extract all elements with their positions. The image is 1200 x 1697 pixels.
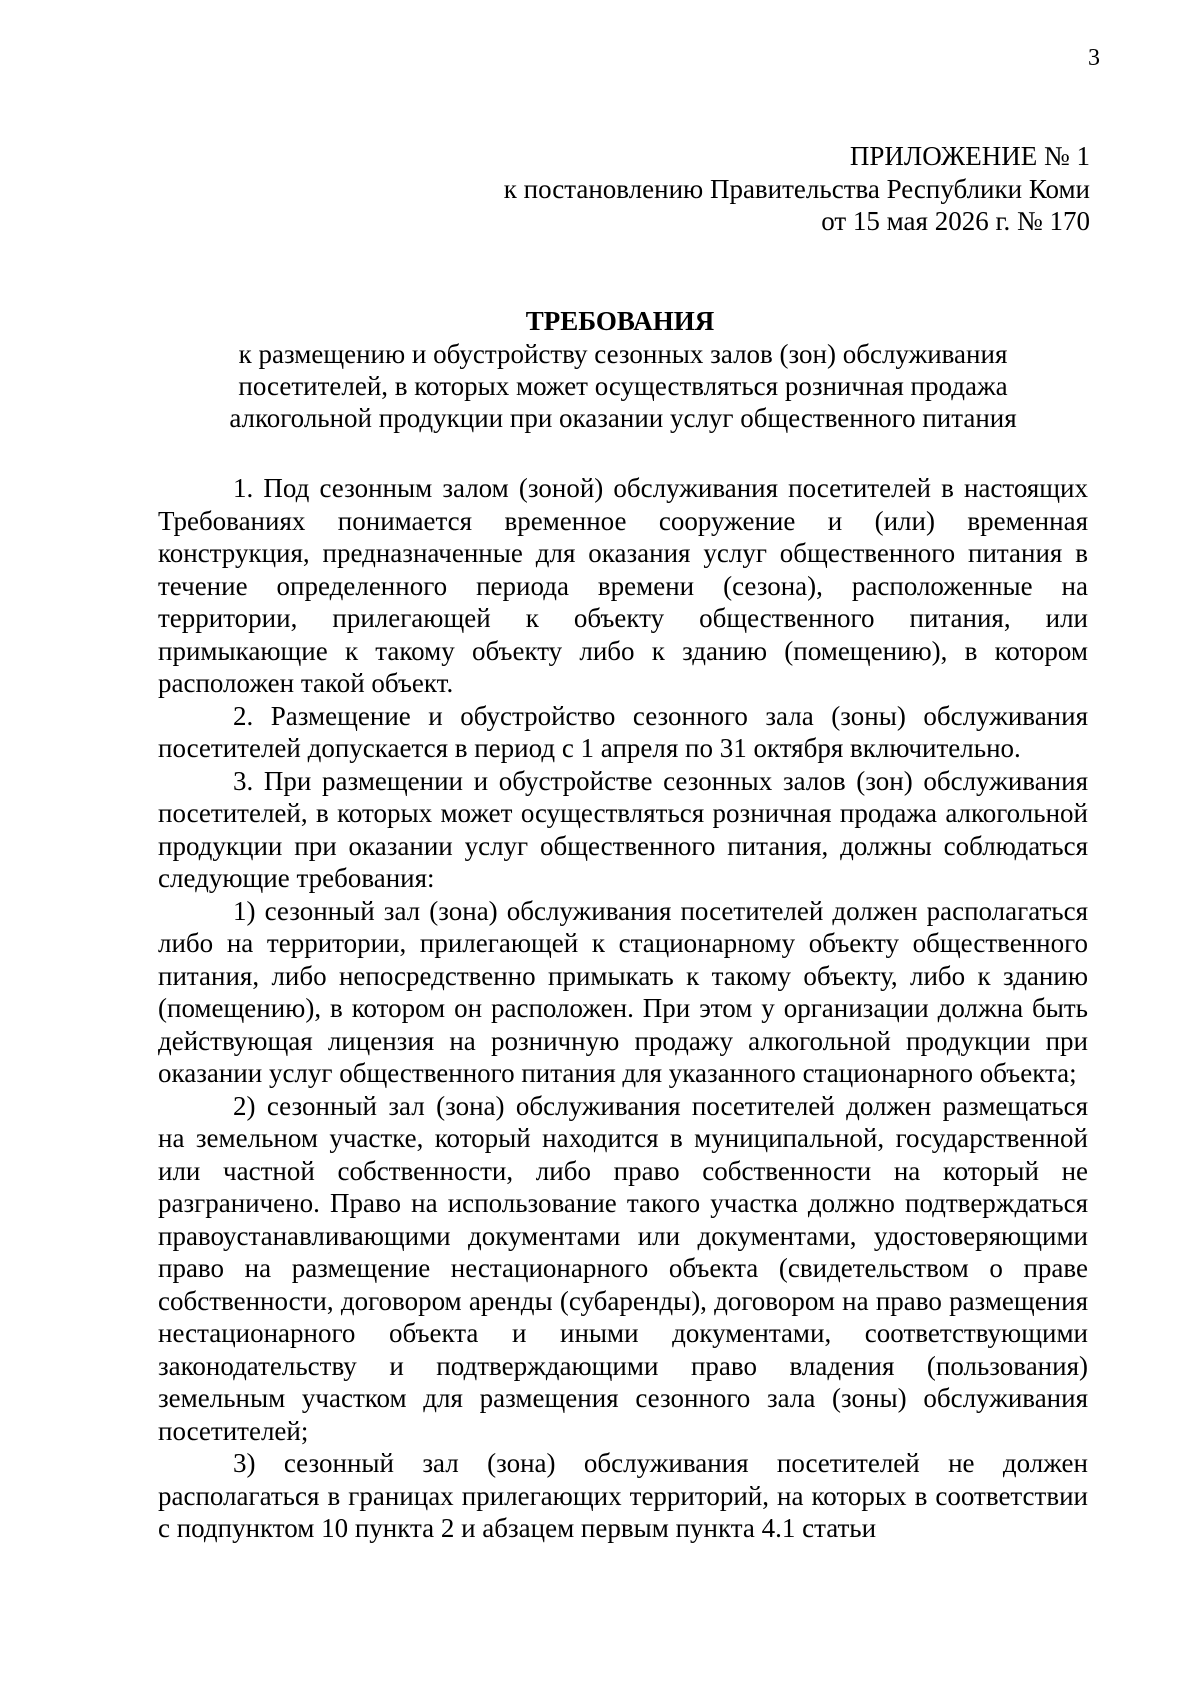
subtitle-line: посетителей, в которых может осуществляться розничная продажа	[238, 371, 1008, 401]
paragraph-3: 3. При размещении и обустройстве сезонных залов (зон) обслуживания посетителей, в которых может осуществляться розничная продажа алкогольной продукции при оказании услуг общественного питания, должны соблюдаться следующие требования:	[158, 765, 1088, 893]
subtitle-line: алкогольной продукции при оказании услуг общественного питания	[229, 403, 1017, 433]
document-body	[158, 472, 1088, 1545]
subtitle-line: к размещению и обустройству сезонных залов (зон) обслуживания	[238, 339, 1008, 369]
paragraph-1: 1. Под сезонным залом (зоной) обслуживания посетителей в настоящих Требованиях понимается временное сооружение и (или) временная конструкция, предназначенные для оказания услуг общественного питания в течение определенного периода времени (сезона), расположенные на территории, прилегающей к объекту общественного питания, или примыкающие к такому объекту либо к зданию (помещению), в котором расположен такой объект.	[158, 473, 1088, 698]
appendix-label: ПРИЛОЖЕНИЕ № 1	[849, 141, 1090, 171]
appendix-header	[390, 140, 1090, 238]
subitem-2: 2) сезонный зал (зона) обслуживания посетителей должен размещаться на земельном участке, который находится в муниципальной, государственной или частной собственности, либо право собственности на который не разграничено. Право на использование такого участка должно подтверждаться правоустанавливающими документами или документами, удостоверяющими право на размещение нестационарного объекта (свидетельством о праве собственности, договором аренды (субаренды), договором на право размещения нестационарного объекта и иными документами, соответствующими законодательству и подтверждающими право владения (пользования) земельным участком для размещения сезонного зала (зоны) обслуживания посетителей;	[158, 1090, 1088, 1446]
page-number: 3	[1088, 45, 1100, 71]
subitem-3: 3) сезонный зал (зона) обслуживания посетителей не должен располагаться в границах прилегающих территорий, на которых в соответствии с подпунктом 10 пункта 2 и абзацем первым пункта 4.1 статьи	[158, 1448, 1088, 1543]
appendix-date-number: от 15 мая 2026 г. № 170	[821, 206, 1090, 236]
paragraph-2: 2. Размещение и обустройство сезонного зала (зоны) обслуживания посетителей допускается в период с 1 апреля по 31 октября включительно.	[158, 700, 1088, 763]
appendix-resolution-ref: к постановлению Правительства Республики Коми	[503, 173, 1090, 204]
document-subtitle	[158, 338, 1088, 434]
subitem-1: 1) сезонный зал (зона) обслуживания посетителей должен располагаться либо на территории, прилегающей к стационарному объекту общественного питания, либо непосредственно примыкать к такому объекту, либо к зданию (помещению), в котором он расположен. При этом у организации должна быть действующая лицензия на розничную продажу алкогольной продукции при оказании услуг общественного питания для указанного стационарного объекта;	[158, 895, 1088, 1088]
document-title: ТРЕБОВАНИЯ	[525, 306, 715, 336]
